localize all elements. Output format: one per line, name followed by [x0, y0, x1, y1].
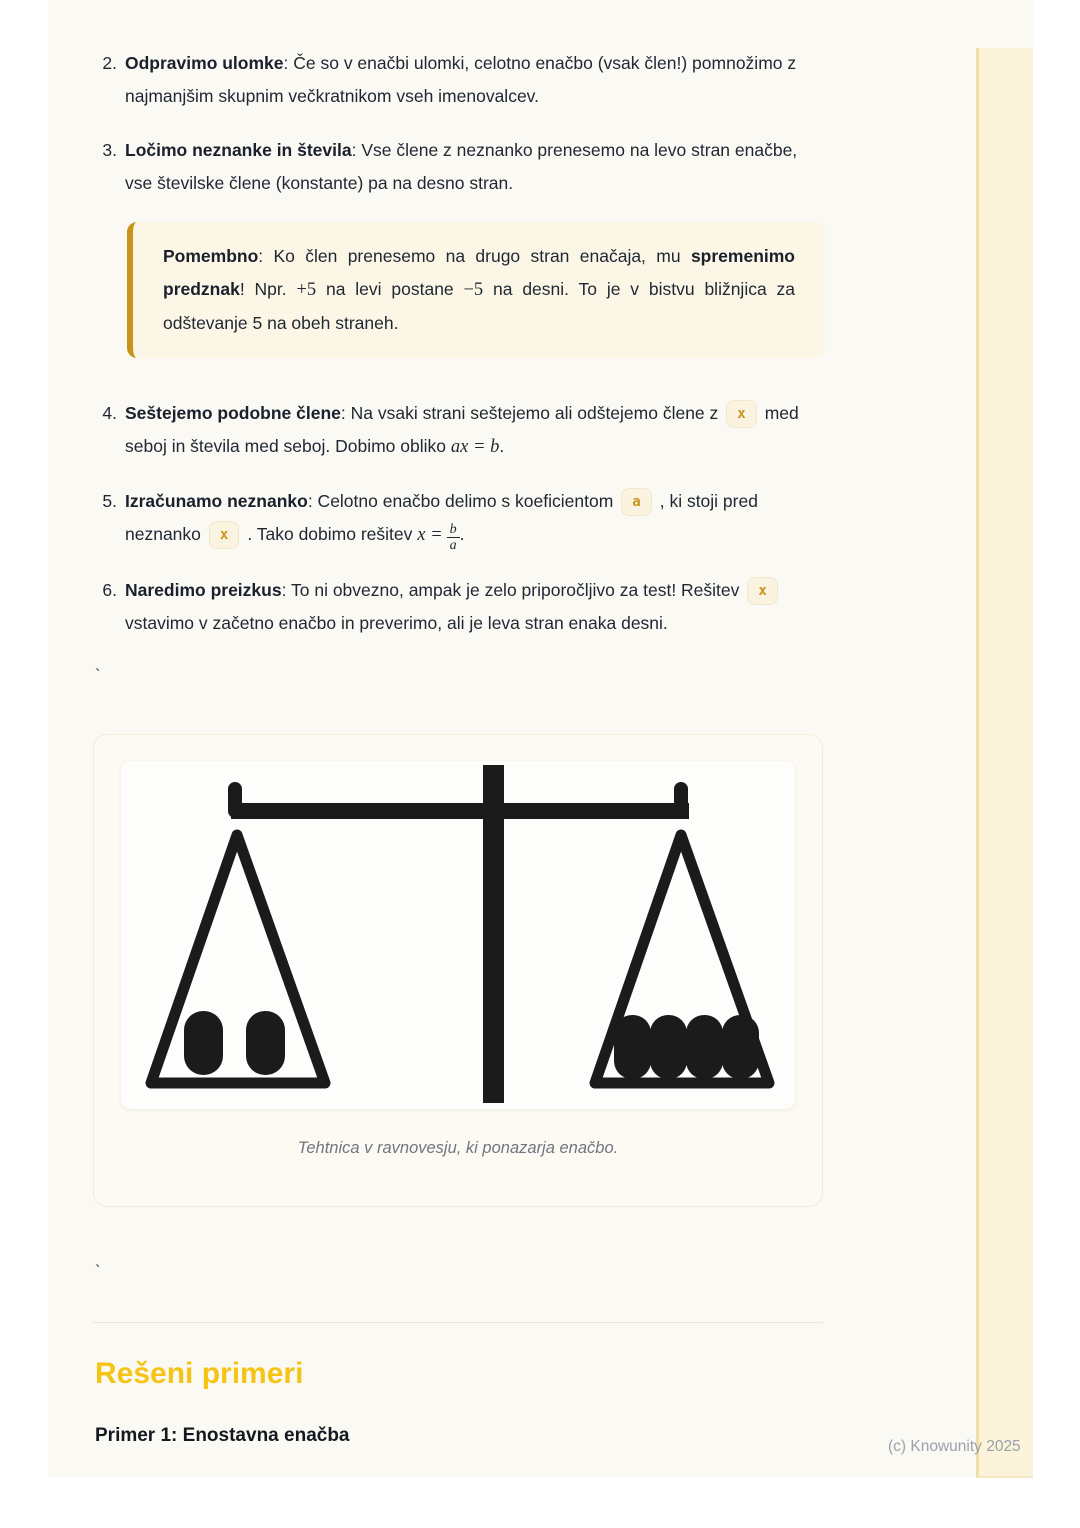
list-item-step-2 [95, 47, 825, 113]
step-text: Ločimo neznanke in števila: Vse člene z neznanko prenesemo na levo stran enačbe, vse številske člene (konstante) pa na desno stran. [125, 140, 798, 193]
callout-term: Pomembno [163, 246, 259, 266]
watermark: (c) Knowunity 2025 [888, 1438, 1021, 1455]
inline-code-x: x [747, 577, 777, 605]
step-number: 4. [102, 403, 117, 423]
figure-caption: Tehtnica v ravnovesju, ki ponazarja enačbo. [297, 1139, 619, 1157]
step-text: Izračunamo neznanko: Celotno enačbo delimo s koeficientom a , ki stoji pred neznanko x . Tako dobimo rešitev x = $\frac{b}{a}$ . [125, 485, 825, 553]
step-number: 3. [102, 140, 117, 160]
step-text: Seštejemo podobne člene: Na vsaki strani seštejemo ali odštejemo člene z x med seboj in števila med seboj. Dobimo obliko ax = b. [125, 397, 825, 464]
step-term: Odpravimo ulomke [125, 53, 284, 73]
balance-scale-illustration [121, 761, 795, 1109]
list-item-step-5 [95, 485, 825, 553]
callout-bold-phrase: spremenimo predznak [163, 246, 795, 299]
step-number: 2. [102, 53, 117, 73]
step-term: Naredimo preizkus [125, 580, 282, 600]
math-plus-five: +5 [296, 280, 317, 300]
step-number: 5. [102, 491, 117, 511]
step-text: Odpravimo ulomke: Če so v enačbi ulomki, celotno enačbo (vsak člen!) pomnožimo z najmanjšim skupnim večkratnikom vseh imenovalcev. [125, 53, 797, 106]
example-subheading: Primer 1: Enostavna enačba [95, 1425, 350, 1446]
document-body [95, 0, 825, 1448]
right-pan-weights [614, 1015, 759, 1079]
math-fraction-b-over-a: $\frac{b}{a}$ [447, 522, 460, 553]
list-item-step-6 [95, 574, 825, 640]
step-term: Ločimo neznanke in števila [125, 140, 352, 160]
stray-backtick-1: ` [95, 666, 101, 685]
list-item-step-4 [95, 397, 825, 464]
inline-code-x: x [209, 521, 239, 549]
left-pan-weights [184, 1011, 285, 1075]
figure-image-frame [121, 761, 795, 1109]
step-term: Izračunamo neznanko [125, 491, 308, 511]
section-divider [93, 1322, 823, 1323]
inline-code-x: x [726, 400, 756, 428]
right-margin-stripe [976, 48, 1033, 1478]
math-ax-equals-b: ax = b [450, 437, 500, 457]
step-number: 6. [102, 580, 117, 600]
left-pan-triangle [151, 835, 325, 1083]
section-heading: Rešeni primeri [95, 1357, 304, 1390]
step-term: Seštejemo podobne člene [125, 403, 341, 423]
left-hook [228, 782, 242, 818]
math-x-equals: x = [417, 525, 443, 545]
right-hook [674, 782, 688, 818]
inline-code-a: a [621, 488, 651, 516]
stray-backtick-2: ` [95, 1262, 101, 1281]
scale-beam [231, 803, 689, 819]
math-minus-five: −5 [463, 280, 484, 300]
important-callout: Pomembno: Ko člen prenesemo na drugo stran enačaja, mu spremenimo predznak! Npr. +5 na levi postane −5 na desni. To je v bistvu bližnjica za odštevanje 5 na obeh straneh. [127, 222, 825, 358]
list-item-step-3 [95, 134, 825, 200]
figure-card [93, 734, 823, 1207]
step-text: Naredimo preizkus: To ni obvezno, ampak je zelo priporočljivo za test! Rešitev xvstavimo v začetno enačbo in preverimo, ali je leva stran enaka desni. [125, 574, 825, 640]
